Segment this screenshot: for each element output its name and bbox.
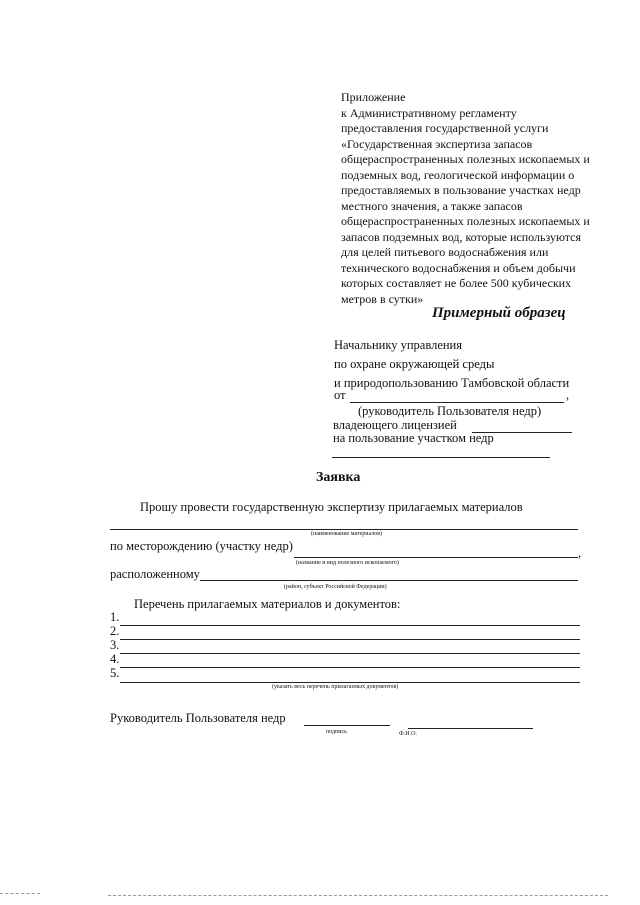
materials-hint: (наименование материалов) <box>311 531 383 537</box>
deposit-label: по месторождению (участку недр) <box>110 539 293 553</box>
appendix-line: общераспространенных полезных ископаемых и <box>341 152 590 166</box>
attachment-number: 5. <box>110 666 120 680</box>
attachment-line[interactable] <box>120 639 580 640</box>
addressee-line-3: и природопользованию Тамбовской области <box>334 376 570 390</box>
addressee-line-2: по охране окружающей среды <box>334 357 495 371</box>
appendix-line: для целей питьевого водоснабжения или <box>341 245 549 259</box>
appendix-line: «Государственная экспертиза запасов <box>341 136 533 151</box>
appendix-line: к Административному регламенту <box>341 105 517 120</box>
attachments-heading: Перечень прилагаемых материалов и документов: <box>134 597 401 611</box>
appendix-line: подземных вод, геологической информации о <box>341 167 575 182</box>
request-intro: Прошу провести государственную экспертизу прилагаемых материалов <box>140 500 523 514</box>
from-end: , <box>566 388 570 402</box>
from-field-line[interactable] <box>350 402 564 403</box>
name-field-line[interactable] <box>408 728 533 729</box>
materials-field-line[interactable] <box>110 529 578 530</box>
location-hint: (район, субъект Российской Федерации) <box>284 584 387 590</box>
deposit-end: , <box>578 546 582 560</box>
head-caption: (руководитель Пользователя недр) <box>358 404 542 418</box>
license-use-field-line[interactable] <box>332 457 550 458</box>
signature-label: Руководитель Пользователя недр <box>110 711 286 725</box>
attachments-hint: (указать весь перечень прилагаемых документов) <box>272 684 399 690</box>
appendix-line: общераспространенных полезных ископаемых и <box>341 214 590 228</box>
from-label: от <box>334 388 346 402</box>
name-hint: Ф.И.О. <box>399 731 417 737</box>
addressee-line-1: Начальнику управления <box>334 338 462 352</box>
attachment-number: 4. <box>110 652 120 666</box>
scan-edge-mark <box>108 895 608 896</box>
sample-label: Примерный образец <box>432 305 566 321</box>
attachment-number: 3. <box>110 638 120 652</box>
appendix-line: метров в сутки» <box>341 291 424 306</box>
page-title: Заявка <box>316 470 361 485</box>
signature-field-line[interactable] <box>304 725 390 726</box>
appendix-line: технического водоснабжения и объем добычи <box>341 260 576 275</box>
license-label: владеющего лицензией <box>333 418 457 432</box>
scan-edge-mark <box>0 893 40 894</box>
attachment-line[interactable] <box>120 682 580 683</box>
attachment-line[interactable] <box>120 667 580 668</box>
attachment-number: 2. <box>110 624 120 638</box>
appendix-line: предоставления государственной услуги <box>341 121 549 135</box>
location-label: расположенному <box>110 567 200 581</box>
attachment-line[interactable] <box>120 625 580 626</box>
appendix-line: Приложение <box>341 90 406 104</box>
license-use: на пользование участком недр <box>333 431 494 445</box>
appendix-line: предоставляемых в пользование участках недр <box>341 183 581 197</box>
signature-hint: подпись <box>326 729 347 735</box>
appendix-line: запасов подземных вод, которые используются <box>341 229 582 244</box>
attachment-line[interactable] <box>120 653 580 654</box>
attachment-number: 1. <box>110 610 120 624</box>
deposit-hint: (название и вид полезного ископаемого) <box>296 560 399 566</box>
deposit-field-line[interactable] <box>294 557 578 558</box>
location-field-line[interactable] <box>200 580 578 581</box>
appendix-line: местного значения, а также запасов <box>341 198 523 213</box>
appendix-line: которых составляет не более 500 кубических <box>341 276 572 290</box>
appendix-header <box>341 90 626 307</box>
